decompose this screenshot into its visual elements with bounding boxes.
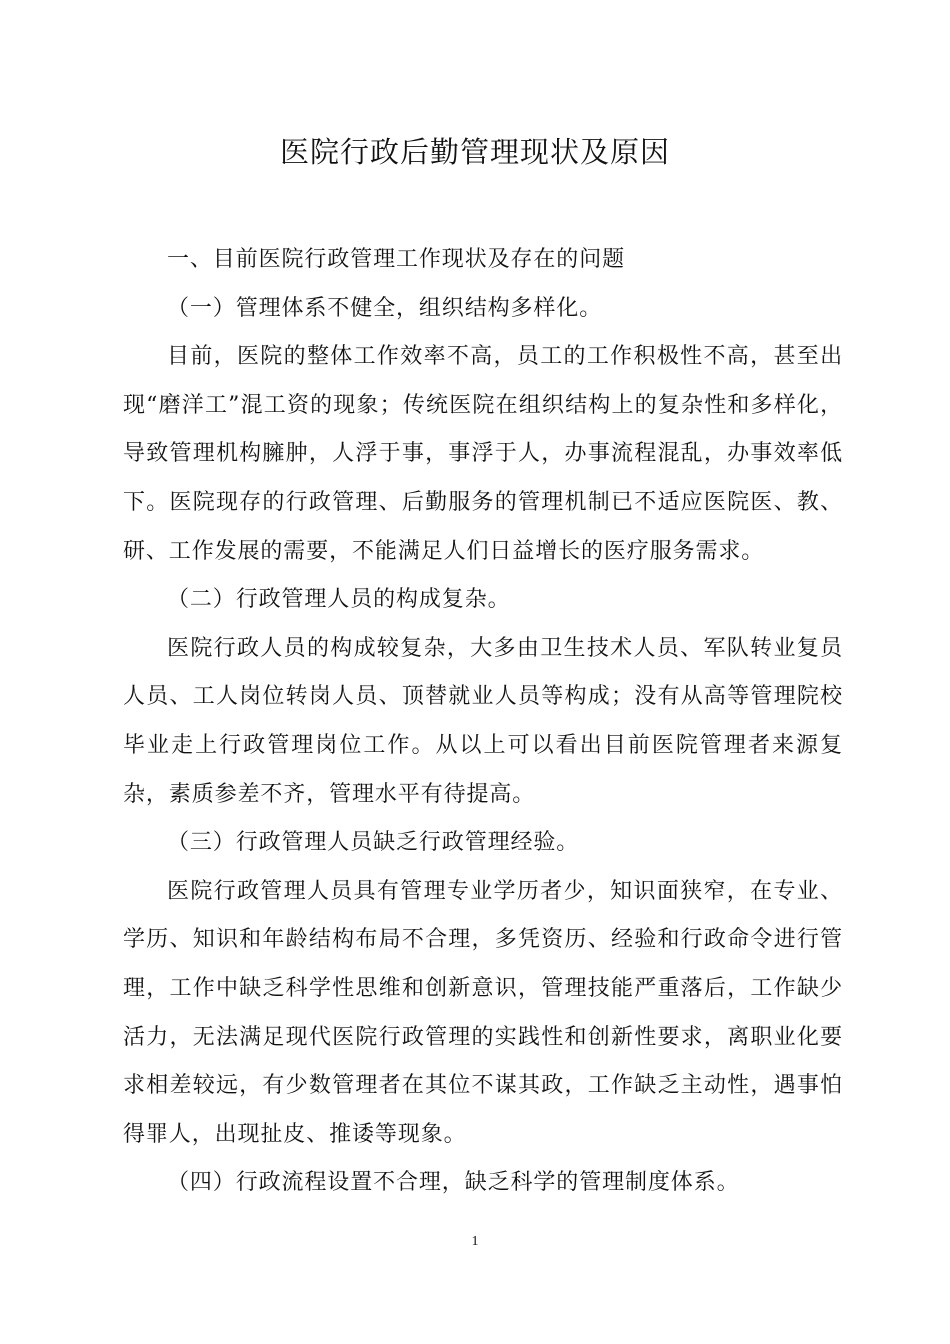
document-body [123, 236, 843, 1208]
paragraph-2: 医院行政人员的构成较复杂，大多由卫生技术人员、军队转业复员人员、工人岗位转岗人员、顶替就业人员等构成；没有从高等管理院校毕业走上行政管理岗位工作。从以上可以看出目前医院管理者来源复杂，素质参差不齐，管理水平有待提高。 [123, 635, 843, 807]
document-title: 医院行政后勤管理现状及原因 [279, 135, 670, 169]
section-heading: 一、目前医院行政管理工作现状及存在的问题 [167, 247, 626, 272]
paragraph-3: 医院行政管理人员具有管理专业学历者少，知识面狭窄，在专业、学历、知识和年龄结构布局不合理，多凭资历、经验和行政命令进行管理，工作中缺乏科学性思维和创新意识，管理技能严重落后，工作缺少活力，无法满足现代医院行政管理的实践性和创新性要求，离职业化要求相差较远，有少数管理者在其位不谋其政，工作缺乏主动性，遇事怕得罪人，出现扯皮、推诿等现象。 [123, 878, 843, 1147]
subsection-heading-1: （一）管理体系不健全，组织结构多样化。 [167, 295, 603, 321]
page-number: 1 [471, 1234, 479, 1249]
paragraph-1: 目前，医院的整体工作效率不高，员工的工作积极性不高，甚至出现“磨洋工”混工资的现象；传统医院在组织结构上的复杂性和多样化，导致管理机构臃肿，人浮于事，事浮于人，办事流程混乱，办事效率低下。医院现存的行政管理、后勤服务的管理机制已不适应医院医、教、研、工作发展的需要，不能满足人们日益增长的医疗服务需求。 [123, 344, 843, 564]
subsection-heading-2: （二）行政管理人员的构成复杂。 [167, 587, 511, 613]
subsection-heading-3: （三）行政管理人员缺乏行政管理经验。 [167, 830, 580, 856]
subsection-heading-4: （四）行政流程设置不合理，缺乏科学的管理制度体系。 [167, 1170, 740, 1196]
